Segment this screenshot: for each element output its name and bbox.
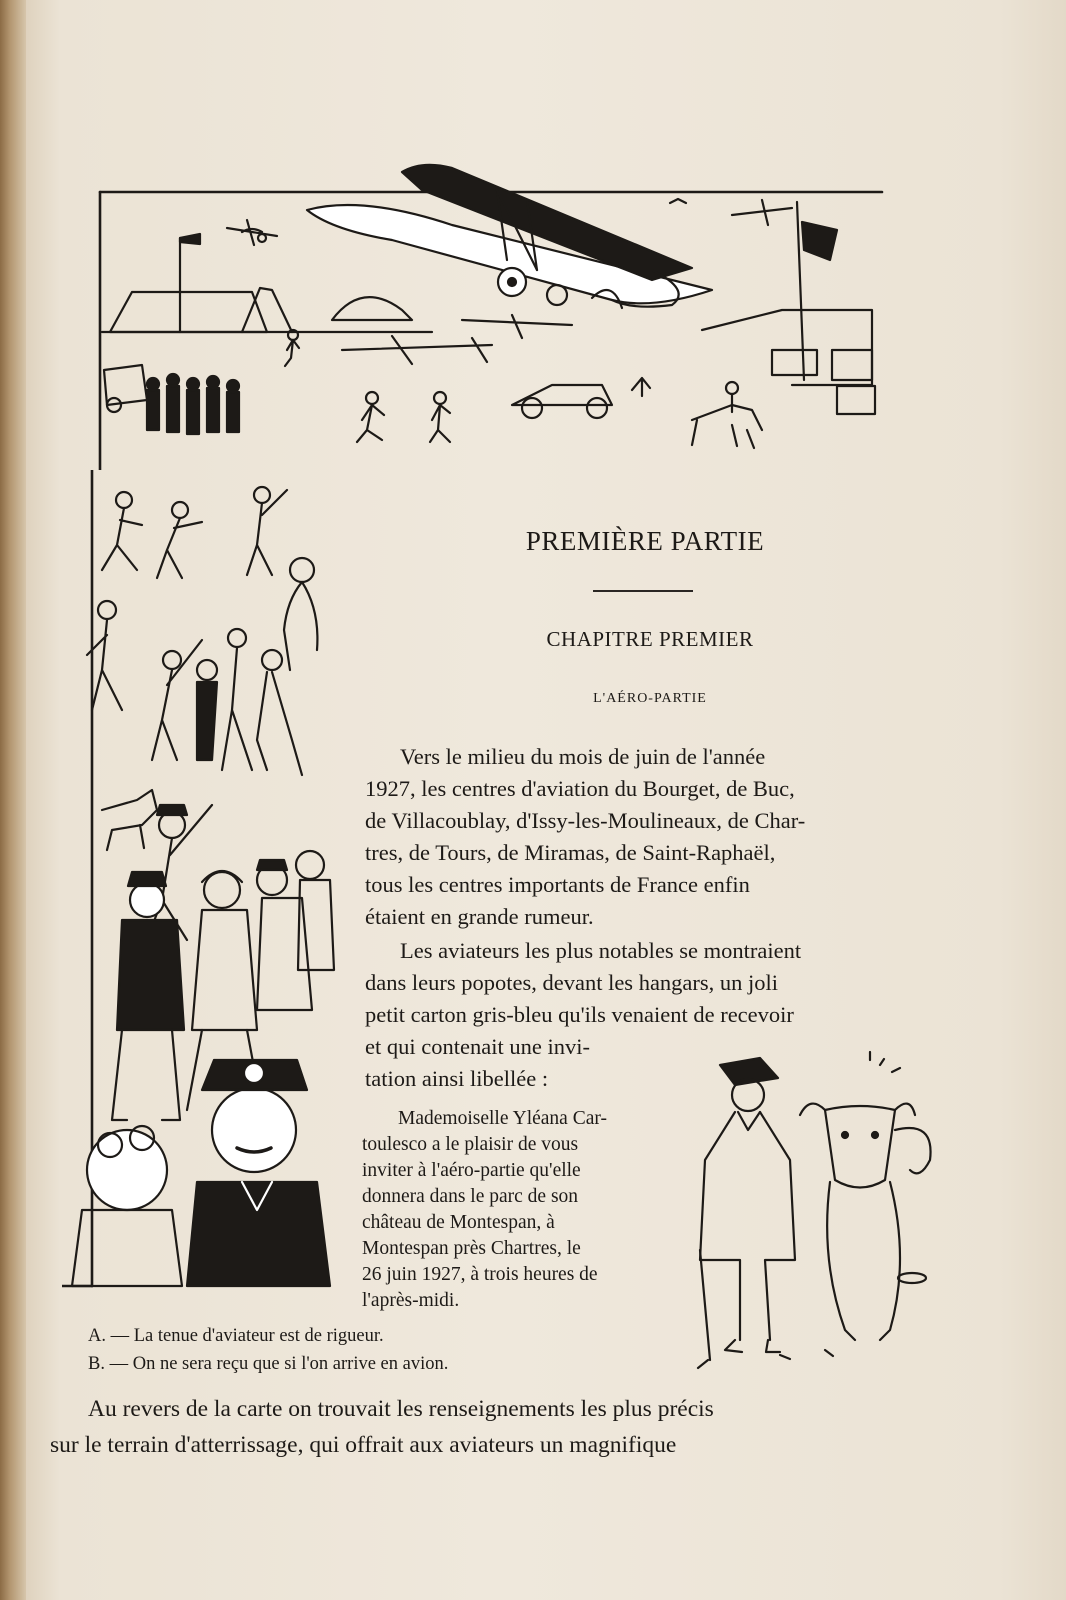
paragraph-line: petit carton gris-bleu qu'ils venaient de recevoir [365,1002,794,1027]
invitation-line: inviter à l'aéro-partie qu'elle [362,1160,581,1181]
paragraph-line: Les aviateurs les plus notables se montraient [400,938,802,963]
invitation-line: l'après-midi. [362,1290,460,1311]
paragraph-line: 1927, les centres d'aviation du Bourget, de Buc, [365,776,795,801]
farmer-and-bull-illustration [680,1050,950,1380]
book-binding [0,0,26,1600]
invitation-line: Mademoiselle Yléana Car- [398,1108,607,1129]
invitation-line: donnera dans le parc de son [362,1186,579,1207]
invitation-line: toulesco a le plaisir de vous [362,1134,579,1155]
chapter-title: CHAPITRE PREMIER [546,627,754,651]
title-divider [593,590,693,592]
paragraph-line: tous les centres importants de France enfin [365,872,750,897]
paragraph-line: tation ainsi libellée : [365,1066,549,1091]
paragraph-line: étaient en grande rumeur. [365,904,594,929]
part-title: PREMIÈRE PARTIE [525,526,765,556]
paragraph-line: Vers le milieu du mois de juin de l'année [400,744,766,769]
airfield-illustration [92,150,892,470]
section-title: L'AÉRO-PARTIE [593,691,707,706]
invitation-line: Montespan près Chartres, le [362,1238,581,1259]
closing-line: sur le terrain d'atterrissage, qui offrait aux aviateurs un magnifique [50,1432,677,1458]
note-line: B. — On ne sera reçu que si l'on arrive en avion. [88,1354,449,1374]
closing-line: Au revers de la carte on trouvait les renseignements les plus précis [88,1396,714,1422]
paragraph-line: dans leurs popotes, devant les hangars, un joli [365,970,779,995]
invitation-line: château de Montespan, à [362,1212,555,1233]
paragraph-line: tres, de Tours, de Miramas, de Saint-Raphaël, [365,840,776,865]
invitation-line: 26 juin 1927, à trois heures de [362,1264,598,1285]
aviators-crowd-illustration [62,470,347,1320]
paragraph-line: de Villacoublay, d'Issy-les-Moulineaux, de Char- [365,808,806,833]
note-line: A. — La tenue d'aviateur est de rigueur. [88,1326,384,1346]
paragraph-line: et qui contenait une invi- [365,1034,590,1059]
